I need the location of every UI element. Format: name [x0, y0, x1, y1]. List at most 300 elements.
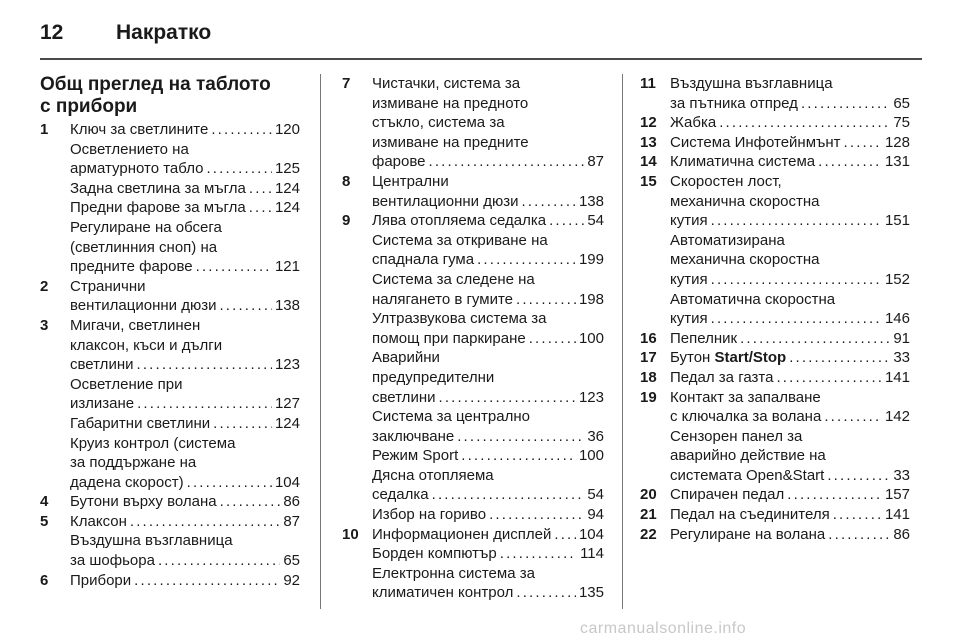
index-entry[interactable]	[670, 407, 910, 427]
index-entry[interactable]	[70, 198, 300, 218]
index-entry[interactable]	[670, 211, 910, 231]
index-entry[interactable]	[70, 492, 300, 512]
entry-label: вентилационни дюзи	[372, 192, 519, 210]
entry-line: механична скоростна	[670, 192, 820, 210]
entry-label: помощ при паркиране	[372, 329, 526, 347]
item-number: 2	[40, 277, 49, 295]
index-entry[interactable]	[70, 179, 300, 199]
dot-leader	[711, 309, 882, 329]
dot-leader	[521, 192, 576, 212]
dot-leader	[438, 388, 575, 408]
page-reference: 127	[274, 395, 300, 413]
item-number: 22	[640, 525, 657, 543]
page-reference: 104	[578, 525, 604, 543]
item-number: 14	[640, 153, 657, 171]
legend-item	[640, 525, 910, 545]
entry-line: клаксон, къси и дълги	[70, 336, 223, 354]
dot-leader	[776, 368, 882, 388]
entry-line: Ултразвукова система за	[372, 310, 547, 328]
item-body	[670, 329, 910, 349]
item-number: 4	[40, 493, 49, 511]
entry-line: (светлинния сноп) на	[70, 238, 218, 256]
entry-text	[372, 388, 435, 408]
page-reference: 138	[274, 297, 300, 315]
entry-label: Предни фарове за мъгла	[70, 199, 246, 217]
entry-label: светлини	[372, 388, 436, 406]
entry-text	[372, 505, 486, 525]
index-entry[interactable]	[70, 159, 300, 179]
index-entry[interactable]	[670, 133, 910, 153]
entry-line: измиване на предните	[372, 133, 529, 151]
entry-label: Информационен дисплей	[372, 525, 552, 543]
entry-label: Жабка	[670, 114, 717, 132]
page-reference: 146	[884, 310, 910, 328]
entry-label: вентилационни дюзи	[70, 297, 217, 315]
entry-text	[670, 133, 841, 153]
entry-text	[70, 120, 208, 140]
item-number: 12	[640, 114, 657, 132]
legend-item	[640, 133, 910, 153]
legend-item	[640, 388, 910, 486]
dot-leader	[529, 329, 576, 349]
page-reference: 157	[884, 486, 910, 504]
page-reference: 114	[580, 545, 604, 563]
item-body	[372, 74, 604, 172]
entry-text	[372, 427, 454, 447]
legend-item	[640, 113, 910, 133]
item-body	[70, 571, 300, 591]
index-entry[interactable]	[70, 473, 300, 493]
entry-text	[70, 296, 216, 316]
entry-text	[372, 446, 458, 466]
item-number: 5	[40, 512, 49, 530]
page-header	[40, 18, 211, 48]
entry-text	[372, 290, 513, 310]
dot-leader	[249, 198, 272, 218]
page-title: Накратко	[116, 21, 212, 44]
page-reference: 65	[283, 552, 300, 570]
dot-leader	[196, 257, 272, 277]
entry-label: Спирачен педал	[670, 486, 785, 504]
item-body	[670, 388, 910, 486]
dot-leader	[211, 120, 272, 140]
column-divider	[320, 74, 321, 609]
item-number: 18	[640, 368, 657, 386]
dot-leader	[220, 492, 281, 512]
entry-line: стъкло, система за	[372, 114, 505, 132]
index-entry[interactable]	[372, 192, 604, 212]
entry-line: Странични	[70, 277, 146, 295]
legend-item	[640, 329, 910, 349]
dot-leader	[516, 583, 576, 603]
dot-leader	[429, 152, 585, 172]
entry-label: арматурното табло	[70, 160, 204, 178]
item-number: 10	[342, 525, 359, 543]
index-entry[interactable]	[70, 571, 300, 591]
dot-leader	[137, 394, 272, 414]
index-entry[interactable]	[70, 551, 300, 571]
column-2	[342, 74, 604, 603]
entry-text	[372, 544, 497, 564]
entry-text	[70, 355, 133, 375]
page-reference: 65	[893, 94, 910, 112]
dot-leader	[213, 414, 272, 434]
index-entry[interactable]	[372, 583, 604, 603]
index-entry[interactable]	[70, 394, 300, 414]
index-entry[interactable]	[70, 120, 300, 140]
index-entry[interactable]	[70, 296, 300, 316]
entry-label: фарове	[372, 153, 426, 171]
page-reference: 123	[274, 356, 300, 374]
entry-text	[670, 368, 773, 388]
page-reference: 87	[587, 153, 604, 171]
legend-item	[640, 368, 910, 388]
item-number: 11	[640, 75, 656, 92]
dot-leader	[833, 505, 882, 525]
entry-line: измиване на предното	[372, 94, 529, 112]
item-body	[670, 172, 910, 329]
index-entry[interactable]	[372, 152, 604, 172]
dot-leader	[711, 211, 882, 231]
index-entry[interactable]	[372, 329, 604, 349]
entry-label: Педал на съединителя	[670, 506, 830, 524]
item-body	[670, 485, 910, 505]
dot-leader	[134, 571, 280, 591]
entry-label: системата Open&Start	[670, 466, 825, 484]
entry-line: Контакт за запалване	[670, 388, 821, 406]
entry-line: Централни	[372, 172, 449, 190]
item-body	[670, 74, 910, 113]
index-entry[interactable]	[372, 505, 604, 525]
item-body	[670, 152, 910, 172]
dot-leader	[844, 133, 882, 153]
page-reference: 33	[893, 349, 910, 367]
column-1	[40, 74, 300, 590]
page-reference: 135	[578, 584, 604, 602]
item-body	[372, 211, 604, 525]
page-reference: 75	[893, 114, 910, 132]
index-entry[interactable]	[372, 525, 604, 545]
entry-text	[70, 414, 210, 434]
entry-text	[70, 512, 127, 532]
entry-text	[372, 485, 429, 505]
entry-label: за шофьора	[70, 552, 155, 570]
index-entry[interactable]	[70, 355, 300, 375]
page-reference: 33	[893, 466, 910, 484]
entry-text	[372, 583, 513, 603]
entry-text	[670, 113, 716, 133]
legend-item	[40, 571, 300, 591]
entry-label: Ключ за светлините	[70, 121, 209, 138]
page-reference: 104	[274, 473, 300, 491]
page-reference: 138	[578, 192, 604, 210]
index-entry[interactable]	[372, 388, 604, 408]
page-reference: 100	[578, 329, 604, 347]
page-reference: 124	[274, 199, 300, 217]
entry-line: предупредителни	[372, 368, 495, 386]
legend-item	[640, 74, 910, 113]
dot-leader	[789, 348, 890, 368]
dot-leader	[740, 329, 890, 349]
entry-line: Дясна отопляема	[372, 466, 494, 484]
entry-text	[70, 473, 184, 493]
entry-label: излизане	[70, 395, 135, 413]
legend-item	[40, 316, 300, 492]
index-entry[interactable]	[670, 329, 910, 349]
index-entry[interactable]	[670, 270, 910, 290]
index-entry[interactable]	[670, 348, 910, 368]
item-body	[670, 525, 910, 545]
dot-leader	[249, 179, 272, 199]
item-number: 16	[640, 329, 657, 347]
dot-leader	[719, 113, 890, 133]
index-entry[interactable]	[670, 309, 910, 329]
entry-label: Бутони върху волана	[70, 493, 217, 511]
legend-item	[40, 492, 300, 512]
dot-leader	[136, 355, 271, 375]
index-entry[interactable]	[70, 257, 300, 277]
dot-leader	[461, 446, 576, 466]
item-number: 15	[640, 172, 657, 190]
index-entry[interactable]	[70, 512, 300, 532]
entry-text	[70, 198, 246, 218]
entry-line: Сензорен панел за	[670, 427, 803, 445]
index-entry[interactable]	[372, 250, 604, 270]
legend-item	[640, 348, 910, 368]
entry-text	[670, 309, 708, 329]
dot-leader	[432, 485, 585, 505]
entry-label: климатичен контрол	[372, 584, 514, 602]
page-reference: 152	[884, 270, 910, 288]
index-entry[interactable]	[670, 466, 910, 486]
page-reference: 151	[884, 212, 910, 230]
item-number: 7	[342, 75, 351, 92]
index-entry[interactable]	[70, 414, 300, 434]
page-reference: 123	[578, 388, 604, 406]
page-reference: 121	[274, 258, 300, 276]
entry-text	[372, 211, 546, 231]
page-reference: 54	[587, 212, 604, 230]
item-body	[372, 172, 604, 211]
entry-line: Система за откриване на	[372, 231, 548, 249]
index-entry[interactable]	[372, 211, 604, 231]
entry-line: Автоматизирана	[670, 231, 785, 249]
item-number: 8	[342, 172, 351, 190]
index-entry[interactable]	[372, 485, 604, 505]
entry-text	[372, 250, 474, 270]
item-number: 21	[640, 506, 657, 524]
item-body	[70, 512, 300, 571]
dot-leader	[158, 551, 280, 571]
page-reference: 199	[578, 251, 604, 269]
page-reference: 92	[283, 571, 300, 589]
page-reference: 87	[283, 512, 300, 530]
entry-text	[670, 329, 737, 349]
index-entry[interactable]	[670, 485, 910, 505]
item-number: 13	[640, 133, 657, 151]
entry-text	[372, 525, 551, 545]
header-rule	[40, 58, 922, 60]
entry-text	[670, 348, 786, 368]
entry-label: кутия	[670, 270, 708, 288]
page-reference: 100	[578, 447, 604, 465]
entry-text	[670, 466, 824, 486]
index-entry[interactable]	[670, 525, 910, 545]
dot-leader	[827, 466, 890, 486]
legend-item	[342, 211, 604, 525]
item-body	[670, 348, 910, 368]
legend-item	[342, 74, 604, 172]
entry-line: Круиз контрол (система	[70, 434, 236, 452]
column-3	[640, 74, 910, 544]
entry-label: налягането в гумите	[372, 290, 513, 308]
entry-label: заключване	[372, 427, 455, 445]
entry-text	[70, 179, 246, 199]
entry-text	[70, 551, 155, 571]
entry-label: Габаритни светлини	[70, 414, 211, 432]
entry-text	[670, 407, 821, 427]
entry-line: Осветление при	[70, 375, 183, 393]
entry-line: аварийно действие на	[670, 447, 826, 465]
entry-line: Скоростен лост,	[670, 172, 782, 190]
item-number: 17	[640, 349, 657, 367]
page-reference: 124	[274, 179, 300, 197]
item-body	[70, 316, 300, 492]
dot-leader	[801, 94, 890, 114]
dot-leader	[818, 152, 882, 172]
entry-text	[670, 152, 815, 172]
dot-leader	[477, 250, 576, 270]
section-title-line: с прибори	[40, 96, 138, 117]
index-entry[interactable]	[372, 427, 604, 447]
entry-label: Клаксон	[70, 512, 127, 530]
page-reference: 120	[274, 121, 300, 138]
column-divider	[622, 74, 623, 609]
entry-label: Климатична система	[670, 153, 816, 171]
entry-label: Задна светлина за мъгла	[70, 179, 246, 197]
entry-line: Въздушна възглавница	[670, 75, 833, 92]
legend-item	[342, 525, 604, 603]
entry-line: Система за централно	[372, 408, 530, 426]
column-3-items	[640, 74, 910, 544]
entry-label: кутия	[670, 212, 708, 230]
entry-label: Режим Sport	[372, 447, 459, 465]
entry-text	[670, 270, 708, 290]
entry-line: Чистачки, система за	[372, 75, 521, 92]
entry-line: механична скоростна	[670, 251, 820, 269]
index-entry[interactable]	[372, 544, 604, 564]
entry-text	[70, 159, 203, 179]
dot-leader	[824, 407, 882, 427]
entry-label: Педал за газта	[670, 368, 774, 386]
entry-line: Аварийни	[372, 349, 440, 367]
item-number: 20	[640, 486, 657, 504]
section-title-line: Общ преглед на таблото	[40, 74, 271, 95]
entry-label: седалка	[372, 486, 429, 504]
item-body	[670, 505, 910, 525]
entry-label: светлини	[70, 356, 134, 374]
entry-text	[670, 94, 798, 114]
dot-leader	[516, 290, 576, 310]
legend-item	[640, 505, 910, 525]
entry-label: за пътника отпред	[670, 94, 798, 112]
legend-item	[40, 277, 300, 316]
entry-text	[670, 211, 708, 231]
index-entry[interactable]	[372, 290, 604, 310]
page-reference: 124	[274, 414, 300, 432]
index-entry[interactable]	[670, 94, 910, 114]
index-entry[interactable]	[670, 152, 910, 172]
entry-label: предните фарове	[70, 258, 193, 276]
entry-line: Осветлението на	[70, 140, 189, 158]
index-entry[interactable]	[670, 505, 910, 525]
legend-item	[342, 172, 604, 211]
entry-line: Автоматична скоростна	[670, 290, 836, 308]
dot-leader	[711, 270, 882, 290]
legend-item	[40, 512, 300, 571]
item-number: 9	[342, 212, 351, 230]
page-reference: 125	[274, 160, 300, 178]
dot-leader	[219, 296, 272, 316]
entry-line: Въздушна възглавница	[70, 532, 233, 550]
entry-text	[372, 192, 518, 212]
column-1-items	[40, 120, 300, 590]
index-entry[interactable]	[670, 113, 910, 133]
entry-line: Мигачи, светлинен	[70, 316, 201, 334]
dot-leader	[457, 427, 584, 447]
page-reference: 141	[884, 368, 910, 386]
entry-label: кутия	[670, 310, 708, 328]
entry-text	[70, 257, 193, 277]
entry-line: за поддържане на	[70, 454, 197, 472]
dot-leader	[489, 505, 584, 525]
column-2-items	[342, 74, 604, 603]
dot-leader	[206, 159, 272, 179]
dot-leader	[500, 544, 577, 564]
dot-leader	[787, 485, 882, 505]
entry-text	[372, 329, 526, 349]
page-reference: 142	[884, 408, 910, 426]
entry-label: Борден компютър	[372, 545, 497, 563]
item-number: 3	[40, 316, 49, 334]
page-reference: 86	[893, 525, 910, 543]
legend-item	[40, 120, 300, 277]
page-reference: 128	[884, 133, 910, 151]
item-body	[70, 277, 300, 316]
entry-line: Електронна система за	[372, 564, 535, 582]
entry-text	[372, 152, 426, 172]
page-reference: 141	[884, 506, 910, 524]
entry-text	[70, 571, 131, 591]
page-reference: 198	[578, 290, 604, 308]
entry-label: дадена скорост)	[70, 473, 184, 491]
entry-line: Регулиране на обсега	[70, 218, 222, 236]
item-number: 19	[640, 388, 657, 406]
legend-item	[640, 172, 910, 329]
item-number: 6	[40, 571, 49, 589]
item-body	[70, 120, 300, 277]
dot-leader	[554, 525, 576, 545]
index-entry[interactable]	[372, 446, 604, 466]
entry-text	[670, 525, 825, 545]
entry-label: Регулиране на волана	[670, 525, 826, 543]
index-entry[interactable]	[670, 368, 910, 388]
page-reference: 36	[587, 427, 604, 445]
page-number: 12	[40, 21, 64, 44]
legend-item	[640, 152, 910, 172]
page-reference: 86	[283, 493, 300, 511]
item-number: 1	[40, 121, 49, 138]
